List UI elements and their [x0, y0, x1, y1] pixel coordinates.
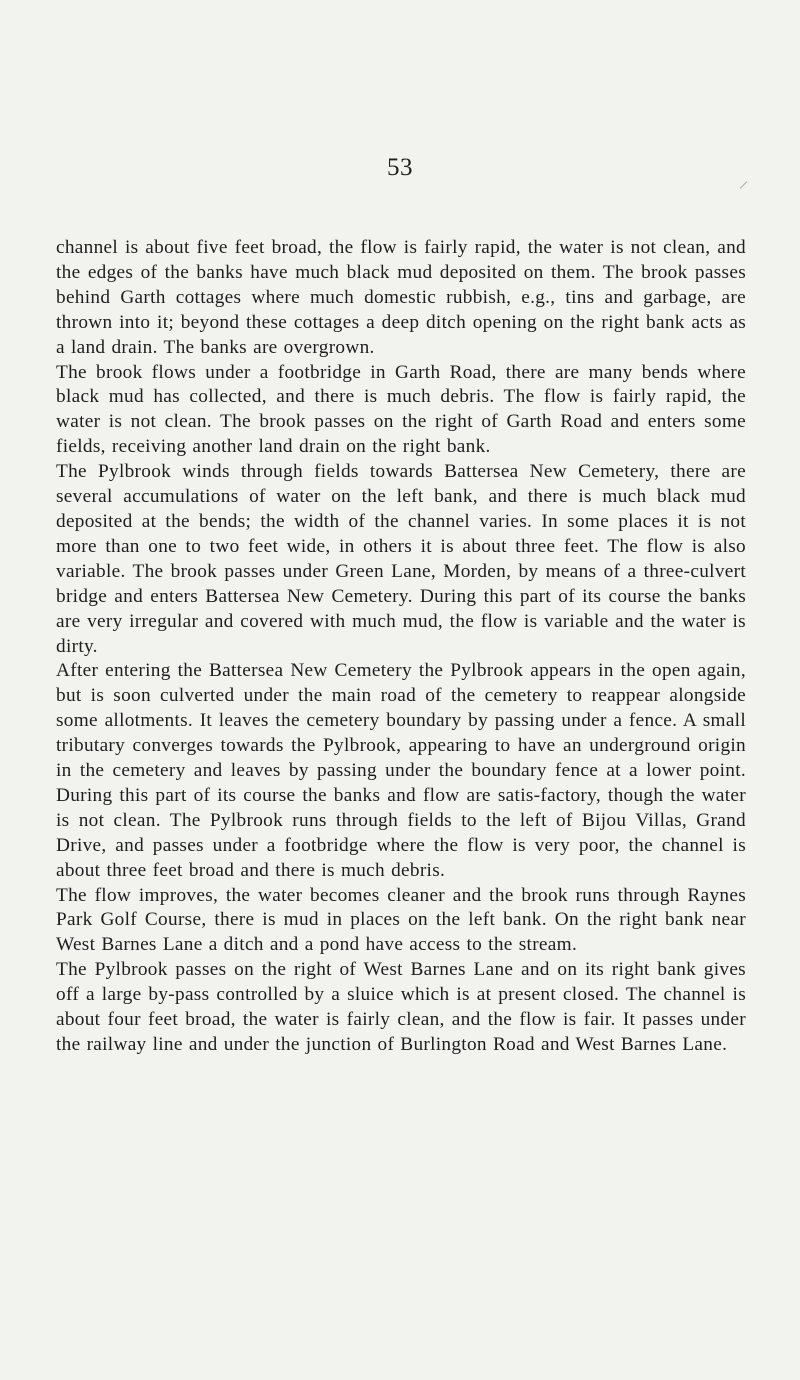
body-text: [56, 236, 746, 1058]
paragraph-4: After entering the Battersea New Cemetery the Pylbrook appears in the open again, but is soon culverted under the main road of the cemetery to reappear alongside some allotments. It leaves the cemetery boundary by passing under a fence. A small tributary converges towards the Pylbrook, appearing to have an underground origin in the cemetery and leaves by passing under the boundary fence at a lower point. During this part of its course the banks and flow are satis-factory, though the water is not clean. The Pylbrook runs through fields to the left of Bijou Villas, Grand Drive, and passes under a footbridge where the flow is very poor, the channel is about three feet broad and there is much debris.: [56, 660, 746, 881]
paragraph-3: The Pylbrook winds through fields towards Battersea New Cemetery, there are several accumulations of water on the left bank, and there is much black mud deposited at the bends; the width of the channel varies. In some places it is not more than one to two feet wide, in others it is about three feet. The flow is also variable. The brook passes under Green Lane, Morden, by means of a three-culvert bridge and enters Battersea New Cemetery. During this part of its course the banks are very irregular and covered with much mud, the flow is variable and the water is dirty.: [56, 461, 746, 657]
paragraph-5: The flow improves, the water becomes cleaner and the brook runs through Raynes Park Golf Course, there is mud in places on the left bank. On the right bank near West Barnes Lane a ditch and a pond have access to the stream.: [56, 884, 746, 956]
paragraph-1: channel is about five feet broad, the flow is fairly rapid, the water is not clean, and the edges of the banks have much black mud deposited on them. The brook passes behind Garth cottages where much domestic rubbish, e.g., tins and garbage, are thrown into it; beyond these cottages a deep ditch opening on the right bank acts as a land drain. The banks are overgrown.: [56, 237, 746, 358]
page-number: 53: [387, 154, 413, 181]
paragraph-6: The Pylbrook passes on the right of West Barnes Lane and on its right bank gives off a large by-pass controlled by a sluice which is at present closed. The channel is about four feet broad, the water is fairly clean, and the flow is fair. It passes under the railway line and under the junction of Burlington Road and West Barnes Lane.: [56, 959, 746, 1055]
paragraph-2: The brook flows under a footbridge in Garth Road, there are many bends where black mud has collected, and there is much debris. The flow is fairly rapid, the water is not clean. The brook passes on the right of Garth Road and enters some fields, receiving another land drain on the right bank.: [56, 361, 746, 458]
